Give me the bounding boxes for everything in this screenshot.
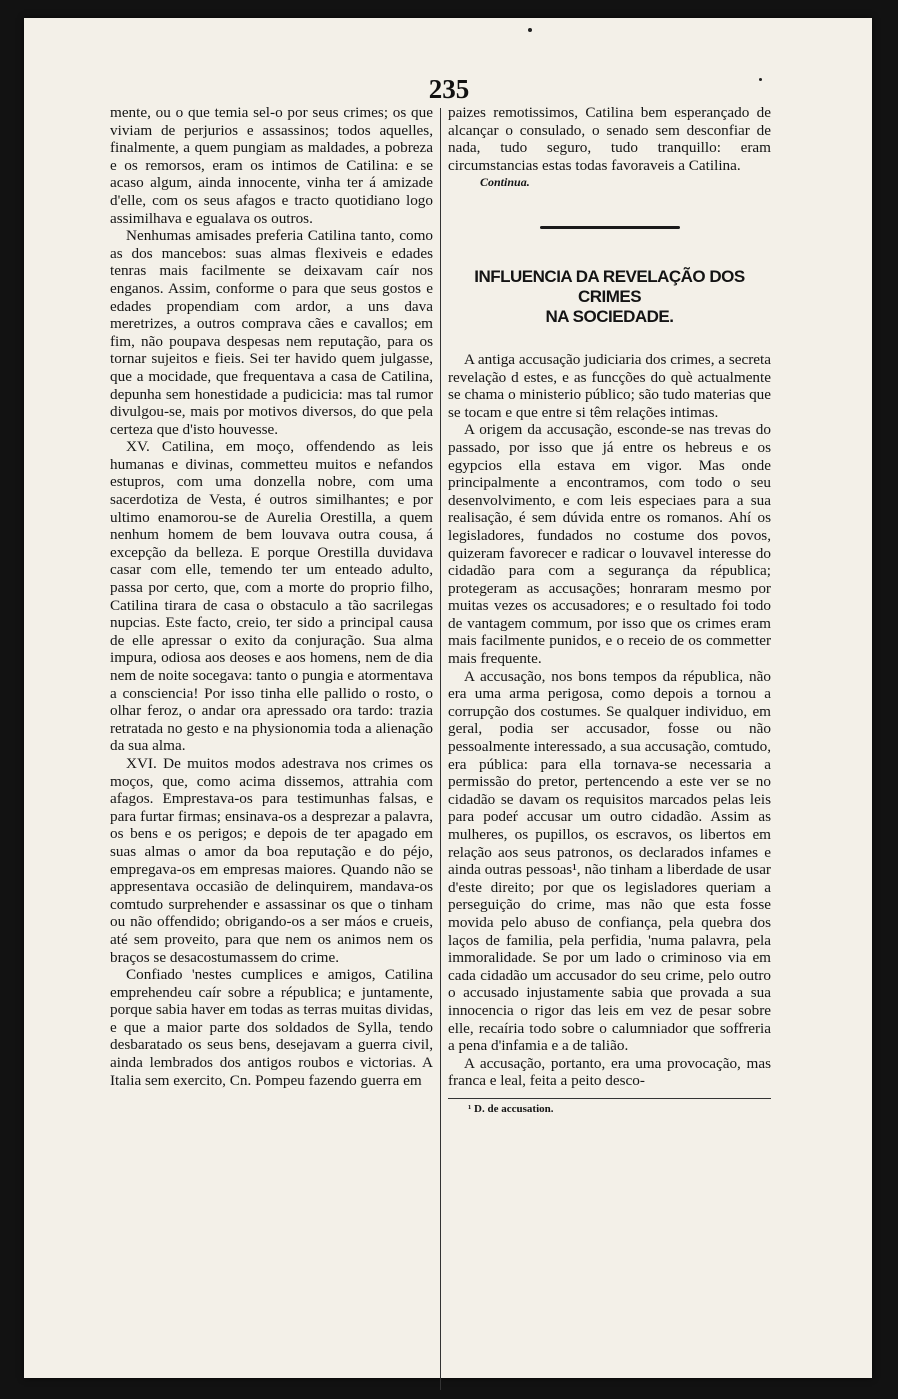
continua-note: Continua. — [480, 175, 530, 190]
paragraph: A accusação, nos bons tempos da républica, não era uma arma perigosa, como depois a tornou a corrupção dos costumes. Se qualquer individuo, em geral, podia ser accusador, fosse ou não pessoalmente interessado, a sua accusação, comtudo, era pública: para ella tornava-se necessaria a permissão do pretor, pertencendo a este ver se no cidadão se davam os requisitos marcados pelas leis para podeŕ accusar um outro cidadão. Assim as mulheres, os pupillos, os escravos, os libertos em relação aos seus patronos, os declarados infames e ainda outras pessoas¹, não tinham a liberdade de usar d'este direito; por que os legisladores queriam a perseguição do crime, mas não que esta fosse movida pelo abuso de confiança, pela quebra dos laços de familia, pela perfidia, 'numa palavra, pela immoralidade. Se por um lado o criminoso via em cada cidadão um accusador do seu crime, pelo outro o accusado injustamente sabia que provada a sua innocencia o rigor das leis em vez de pesar sobre elle, recaíria todo sobre o calumniador que soffreria a pena d'infamia e a de talião. — [448, 667, 771, 1055]
left-column — [110, 104, 433, 1089]
heading-line: NA SOCIEDADE. — [545, 306, 674, 326]
paragraph-continuation: paizes remotissimos, Catilina bem esperançado de alcançar o consulado, o senado sem desconfiar de nada, tudo seguro, tudo tranquillo: eram circumstancias estas todas favoraveis a Catilina. — [448, 104, 771, 174]
paragraph: Confiado 'nestes cumplices e amigos, Catilina emprehendeu caír sobre a républica; e juntamente, porque sabia haver em todas as terras muitas dividas, e que a maior parte dos soldados de Sylla, tendo desbaratado os seus bens, desejavam a guerra civil, ainda lembrados dos antigos roubos e victorias. A Italia sem exercito, Cn. Pompeu fazendo guerra em — [110, 966, 433, 1089]
article-heading — [448, 267, 771, 327]
paragraph: A origem da accusação, esconde-se nas trevas do passado, por isso que já entre os hebreus e os egypcios ella estava em vigor. Mas onde principalmente a encontramos, com todo o seu desenvolvimento, e com leis especiaes para a sua realisação, é sem dúvida entre os romanos. Ahí os legisladores, fundados no costume dos povos, quizeram favorecer e radicar o louvavel interesse do cidadão para com a segurança da républica; protegeram as accusações; honraram mesmo por muitas vezes os accusadores; e o resultado foi todo de vantagem commum, por isso que os crimes eram mais facilmente punidos, e o receio de os commetter mais frequente. — [448, 421, 771, 668]
section-separator — [540, 226, 680, 229]
paragraph: A accusação, portanto, era uma provocação, mas franca e leal, feita a peito desco- — [448, 1054, 771, 1090]
paragraph: A antiga accusação judiciaria dos crimes, a secreta revelação d estes, e as funcções do què actualmente se chama o ministerio público; são tudo materias que se tocam e que entre si têm relações intimas. — [448, 350, 771, 421]
ink-dot — [528, 28, 532, 32]
paragraph-chapter-xvi: XVI. De muitos modos adestrava nos crimes os moços, que, como acima dissemos, attrahia com afagos. Emprestava-os para testimunhas falsas, e para furtar firmas; ensinava-os a desprezar a palavra, os bens e os perigos; e depois de ter apagado em suas almas o amor da boa reputação e do péjo, empregava-os em empresas maiores. Quando não se appresentava occasião de delinquirem, mandava-os comtudo surprehender e assassinar os que o tinham ou não offendido; obrigando-os a ser máos e crueis, até sem proveito, para que nem os animos nem os braços se desacostumassem do crime. — [110, 754, 433, 966]
paragraph: Nenhumas amisades preferia Catilina tanto, como as dos mancebos: suas almas flexiveis e edades tenras mais facilmente se deixavam caír nos enganos. Assim, conforme o para que seus gostos e edades propendiam com ardor, a uns dava meretrizes, a outros comprava cães e cavallos; em fim, não poupava despesas nem reputação, para os tornar sujeitos e fieis. Sei ter havido quem julgasse, que a mocidade, que frequentava a casa de Catilina, depunha sem honestidade a pudicicia: mas tal rumor divulgou-se, mais por motivos diversos, do que pela certeza que d'isto houvesse. — [110, 227, 433, 438]
right-column — [448, 104, 771, 1116]
footnote: ¹ D. de accusation. — [448, 1098, 771, 1116]
column-divider — [440, 108, 441, 1390]
page-number: 235 — [428, 74, 470, 104]
heading-line: INFLUENCIA DA REVELAÇÃO DOS CRIMES — [474, 266, 745, 306]
paragraph: mente, ou o que temia sel-o por seus crimes; os que viviam de perjurios e assassinos; todos aquelles, finalmente, a quem pungiam as maldades, a pobreza e os remorsos, eram os intimos de Catilina: e se acaso algum, ainda innocente, vinha ter á amizade d'elle, com os seus afagos e tracto quotidiano logo assimilhava e egualava os outros. — [110, 104, 433, 227]
paragraph-chapter-xv: XV. Catilina, em moço, offendendo as leis humanas e divinas, commetteu muitos e nefandos estupros, com uma donzella nobre, com uma sacerdotiza de Vesta, é outros similhantes; e por ultimo enamorou-se de Aurelia Orestilla, a quem nenhum homem de bem louvava outra cousa, á excepção da belleza. E porque Orestilla duvidava casar com elle, temendo ter um enteado adulto, passa por certo, que, com a morte do proprio filho, Catilina tirara de casa o obstaculo a tão sacrilegas nupcias. Este facto, creio, ter sido a principal causa de elle apressar o exito da conjuração. Sua alma impura, odiosa aos deoses e aos homens, nem de dia nem de noite socegava: tanto o pungia e atormentava a consciencia! Por isso tinha elle pallido o rosto, o olhar feroz, o andar ora apressado ora tardo: trazia retratada no gesto e na physionomia toda a alienação da sua alma. — [110, 438, 433, 755]
